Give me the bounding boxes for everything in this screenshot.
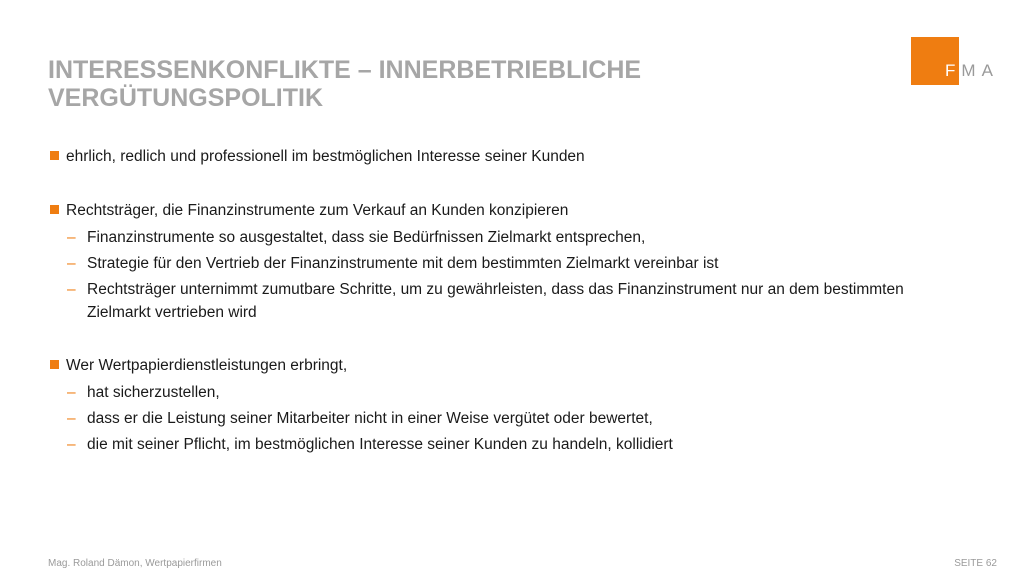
footer-page-number: SEITE 62 xyxy=(954,558,997,569)
bullet-text: Rechtsträger, die Finanzinstrumente zum Verkauf an Kunden konzipieren xyxy=(66,202,569,219)
dash-marker: – xyxy=(67,410,76,427)
bullet-item xyxy=(48,199,968,223)
sub-item-text: Finanzinstrumente so ausgestaltet, dass sie Bedürfnissen Zielmarkt entsprechen, xyxy=(87,229,646,246)
footer-author: Mag. Roland Dämon, Wertpapierfirmen xyxy=(48,558,222,569)
dash-marker: – xyxy=(67,384,76,401)
bullet-item xyxy=(48,145,968,169)
square-bullet-icon xyxy=(50,360,59,369)
sub-item-text: Strategie für den Vertrieb der Finanzinstrumente mit dem bestimmten Zielmarkt vereinbar ist xyxy=(87,255,719,272)
square-bullet-icon xyxy=(50,205,59,214)
sub-item xyxy=(48,278,968,324)
bullet-group xyxy=(48,145,968,169)
slide-title-line: INTERESSENKONFLIKTE – INNERBETRIEBLICHE xyxy=(48,56,642,84)
logo-letter: A xyxy=(981,61,999,80)
sub-item-text: die mit seiner Pflicht, im bestmöglichen Interesse seiner Kunden zu handeln, kollidiert xyxy=(87,436,673,453)
dash-marker: – xyxy=(67,229,76,246)
logo-letter: F xyxy=(945,61,962,80)
sub-item-text: Rechtsträger unternimmt zumutbare Schritte, um zu gewährleisten, dass das Finanzinstrument nur an dem bestimmten Zielmarkt vertrieben wird xyxy=(87,281,904,321)
dash-marker: – xyxy=(67,436,76,453)
square-bullet-icon xyxy=(50,151,59,160)
bullet-text: ehrlich, redlich und professionell im bestmöglichen Interesse seiner Kunden xyxy=(66,148,585,165)
fma-logo xyxy=(911,37,1011,85)
bullet-group xyxy=(48,354,968,456)
bullet-item xyxy=(48,354,968,378)
slide-title-line: VERGÜTUNGSPOLITIK xyxy=(48,84,324,112)
bullet-group xyxy=(48,199,968,324)
dash-marker: – xyxy=(67,255,76,272)
dash-marker: – xyxy=(67,281,76,298)
logo-letters xyxy=(945,61,1011,81)
sub-item-text: hat sicherzustellen, xyxy=(87,384,220,401)
sub-item xyxy=(48,381,968,404)
logo-letter: M xyxy=(961,61,982,80)
slide-title xyxy=(48,56,808,112)
sub-item xyxy=(48,226,968,249)
bullet-text: Wer Wertpapierdienstleistungen erbringt, xyxy=(66,357,348,374)
sub-item xyxy=(48,252,968,275)
sub-item xyxy=(48,407,968,430)
sub-item xyxy=(48,433,968,456)
bullet-list xyxy=(48,145,968,486)
sub-item-text: dass er die Leistung seiner Mitarbeiter nicht in einer Weise vergütet oder bewertet, xyxy=(87,410,653,427)
